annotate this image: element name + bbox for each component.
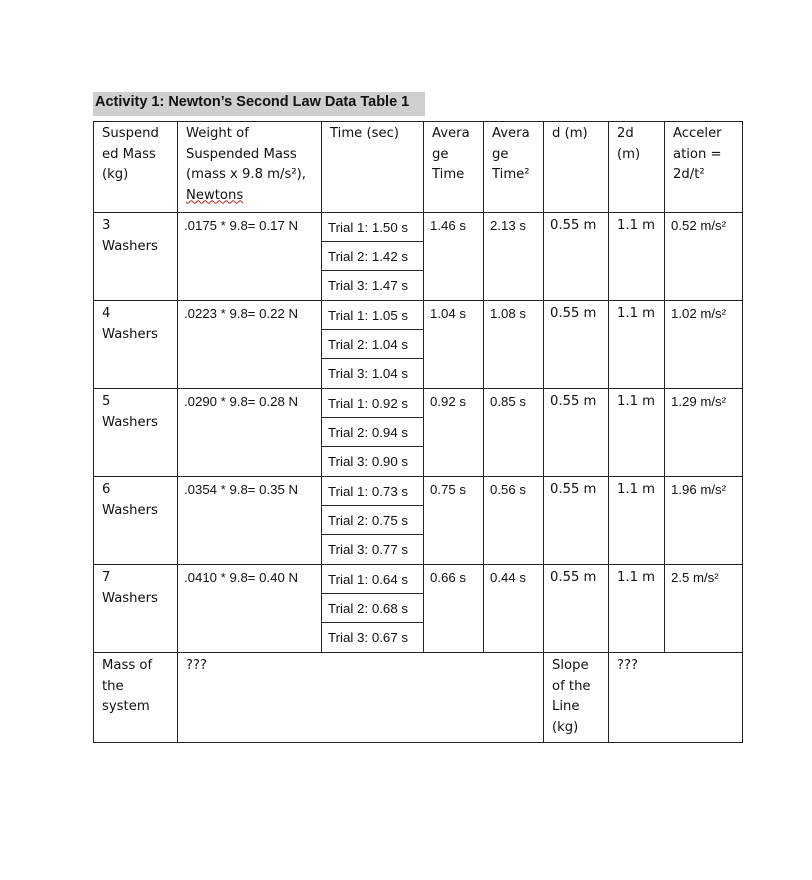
trials-cell: [322, 389, 424, 477]
avg-time-cell: 0.92 s: [424, 389, 484, 477]
trial-2: Trial 2: 1.04 s: [322, 330, 423, 359]
weight-cell: .0175 * 9.8= 0.17 N: [178, 213, 322, 301]
avg-time-cell: 0.75 s: [424, 477, 484, 565]
mass-cell: [94, 213, 178, 301]
header-row: [94, 122, 743, 213]
mass-system-value: ???: [178, 653, 544, 743]
header-2d: 2d (m): [609, 122, 665, 213]
header-weight-unit: Newtons: [186, 187, 244, 203]
mass-cell: [94, 389, 178, 477]
d-cell: 0.55 m: [544, 213, 609, 301]
2d-cell: 1.1 m: [609, 213, 665, 301]
2d-cell: 1.1 m: [609, 565, 665, 653]
avg-time-cell: 1.46 s: [424, 213, 484, 301]
washer-count: 5: [102, 394, 111, 409]
header-d: d (m): [544, 122, 609, 213]
washer-unit: Washers: [102, 326, 158, 342]
slope-label: Slope of the Line (kg): [544, 653, 609, 743]
2d-cell: 1.1 m: [609, 301, 665, 389]
trial-3: Trial 3: 0.77 s: [328, 542, 409, 557]
header-time: Time (sec): [322, 122, 424, 213]
trial-1: Trial 1: 0.92 s: [322, 389, 423, 418]
header-acceleration: Acceler ation = 2d/t²: [665, 122, 743, 213]
washer-unit: Washers: [102, 590, 158, 606]
d-cell: 0.55 m: [544, 477, 609, 565]
slope-value: ???: [609, 653, 743, 743]
trial-3: Trial 3: 0.90 s: [328, 454, 409, 469]
trials-cell: [322, 565, 424, 653]
data-table: [93, 121, 743, 743]
trial-3: Trial 3: 0.67 s: [328, 630, 409, 645]
header-avg-time-squared: Avera ge Time²: [484, 122, 544, 213]
weight-cell: .0354 * 9.8= 0.35 N: [178, 477, 322, 565]
trial-2: Trial 2: 1.42 s: [322, 242, 423, 271]
header-mass: Suspend ed Mass (kg): [94, 122, 178, 213]
2d-cell: 1.1 m: [609, 389, 665, 477]
trials-cell: [322, 301, 424, 389]
table-row: [94, 389, 743, 477]
trial-2: Trial 2: 0.75 s: [322, 506, 423, 535]
avg-time-squared-cell: 1.08 s: [484, 301, 544, 389]
d-cell: 0.55 m: [544, 389, 609, 477]
trial-3: Trial 3: 1.47 s: [328, 278, 409, 293]
weight-cell: .0410 * 9.8= 0.40 N: [178, 565, 322, 653]
mass-cell: [94, 565, 178, 653]
washer-unit: Washers: [102, 502, 158, 518]
washer-count: 4: [102, 306, 111, 321]
trials-cell: [322, 477, 424, 565]
table-row: [94, 477, 743, 565]
table-row: [94, 565, 743, 653]
trial-1: Trial 1: 0.73 s: [322, 477, 423, 506]
table-row: [94, 301, 743, 389]
washer-unit: Washers: [102, 414, 158, 430]
avg-time-squared-cell: 0.44 s: [484, 565, 544, 653]
trial-1: Trial 1: 1.50 s: [322, 213, 423, 242]
avg-time-squared-cell: 2.13 s: [484, 213, 544, 301]
mass-cell: [94, 477, 178, 565]
2d-cell: 1.1 m: [609, 477, 665, 565]
avg-time-cell: 1.04 s: [424, 301, 484, 389]
header-weight-text: Weight of Suspended Mass (mass x 9.8 m/s²),: [186, 126, 306, 182]
avg-time-cell: 0.66 s: [424, 565, 484, 653]
mass-system-label: Mass of the system: [94, 653, 178, 743]
trials-cell: [322, 213, 424, 301]
avg-time-squared-cell: 0.56 s: [484, 477, 544, 565]
acceleration-cell: 1.29 m/s²: [665, 389, 743, 477]
washer-count: 6: [102, 482, 111, 497]
trial-3: Trial 3: 1.04 s: [328, 366, 409, 381]
avg-time-squared-cell: 0.85 s: [484, 389, 544, 477]
header-weight: [178, 122, 322, 213]
header-avg-time: Avera ge Time: [424, 122, 484, 213]
trial-2: Trial 2: 0.68 s: [322, 594, 423, 623]
d-cell: 0.55 m: [544, 565, 609, 653]
acceleration-cell: 1.96 m/s²: [665, 477, 743, 565]
trial-1: Trial 1: 1.05 s: [322, 301, 423, 330]
washer-unit: Washers: [102, 238, 158, 254]
table-title: Activity 1: Newton’s Second Law Data Table 1: [93, 92, 425, 116]
trial-2: Trial 2: 0.94 s: [322, 418, 423, 447]
weight-cell: .0223 * 9.8= 0.22 N: [178, 301, 322, 389]
table-row: [94, 213, 743, 301]
footer-row: [94, 653, 743, 743]
mass-cell: [94, 301, 178, 389]
d-cell: 0.55 m: [544, 301, 609, 389]
washer-count: 3: [102, 218, 111, 233]
trial-1: Trial 1: 0.64 s: [322, 565, 423, 594]
acceleration-cell: 2.5 m/s²: [665, 565, 743, 653]
acceleration-cell: 1.02 m/s²: [665, 301, 743, 389]
washer-count: 7: [102, 570, 111, 585]
weight-cell: .0290 * 9.8= 0.28 N: [178, 389, 322, 477]
acceleration-cell: 0.52 m/s²: [665, 213, 743, 301]
